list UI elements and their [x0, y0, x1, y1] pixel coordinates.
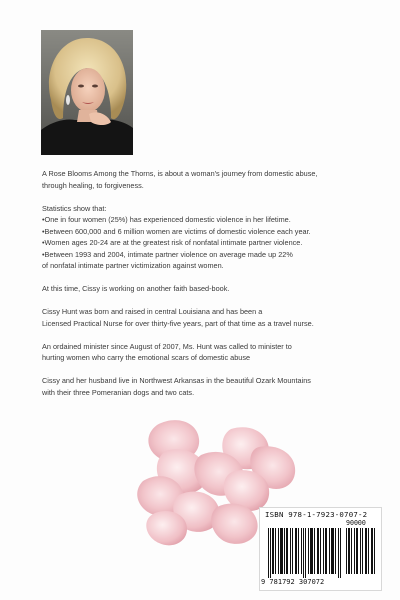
- bio-line: Licensed Practical Nurse for over thirty-five years, part of that time as a travel nurse.: [42, 318, 314, 328]
- intro-paragraph: [42, 168, 372, 191]
- ministry-paragraph: [42, 341, 372, 364]
- barcode-addon-digits: 90000: [346, 519, 366, 527]
- statistic-line: •Between 600,000 and 6 million women are victims of domestic violence each year.: [42, 226, 311, 236]
- home-line: Cissy and her husband live in Northwest Arkansas in the beautiful Ozark Mountains: [42, 376, 311, 385]
- statistic-line: •Between 1993 and 2004, intimate partner violence on average made up 22%: [42, 249, 293, 259]
- barcode-main-bars: [268, 528, 344, 578]
- statistics-paragraph: [42, 203, 372, 272]
- home-paragraph: [42, 375, 372, 398]
- ministry-line: hurting women who carry the emotional scars of domestic abuse: [42, 353, 251, 362]
- barcode-ean-digits: 9 781792 307072: [261, 578, 325, 586]
- statistics-heading: Statistics show that:: [42, 203, 107, 213]
- author-photo: [41, 30, 133, 155]
- intro-line: through healing, to forgiveness.: [42, 180, 144, 190]
- author-portrait-image: [41, 30, 133, 155]
- intro-line: A Rose Blooms Among the Thorns, is about a woman's journey from domestic abuse,: [42, 169, 318, 178]
- home-line: with their three Pomeranian dogs and two cats.: [42, 387, 195, 397]
- isbn-label: ISBN 978-1-7923-0707-2: [265, 510, 368, 519]
- barcode-addon-bars: [346, 528, 376, 574]
- statistic-line: •Women ages 20-24 are at the greatest risk of nonfatal intimate partner violence.: [42, 238, 303, 247]
- statistic-line: of nonfatal intimate partner victimization against women.: [42, 261, 224, 270]
- current-work-paragraph: [42, 283, 372, 295]
- back-cover-description: [42, 168, 372, 410]
- bio-line: Cissy Hunt was born and raised in central Louisiana and has been a: [42, 307, 263, 316]
- statistic-line: •One in four women (25%) has experienced domestic violence in her lifetime.: [42, 215, 291, 224]
- isbn-barcode: [259, 507, 382, 591]
- ministry-line: An ordained minister since August of 2007, Ms. Hunt was called to minister to: [42, 341, 292, 351]
- bio-paragraph: [42, 306, 372, 329]
- current-work-line: At this time, Cissy is working on another faith based-book.: [42, 284, 230, 293]
